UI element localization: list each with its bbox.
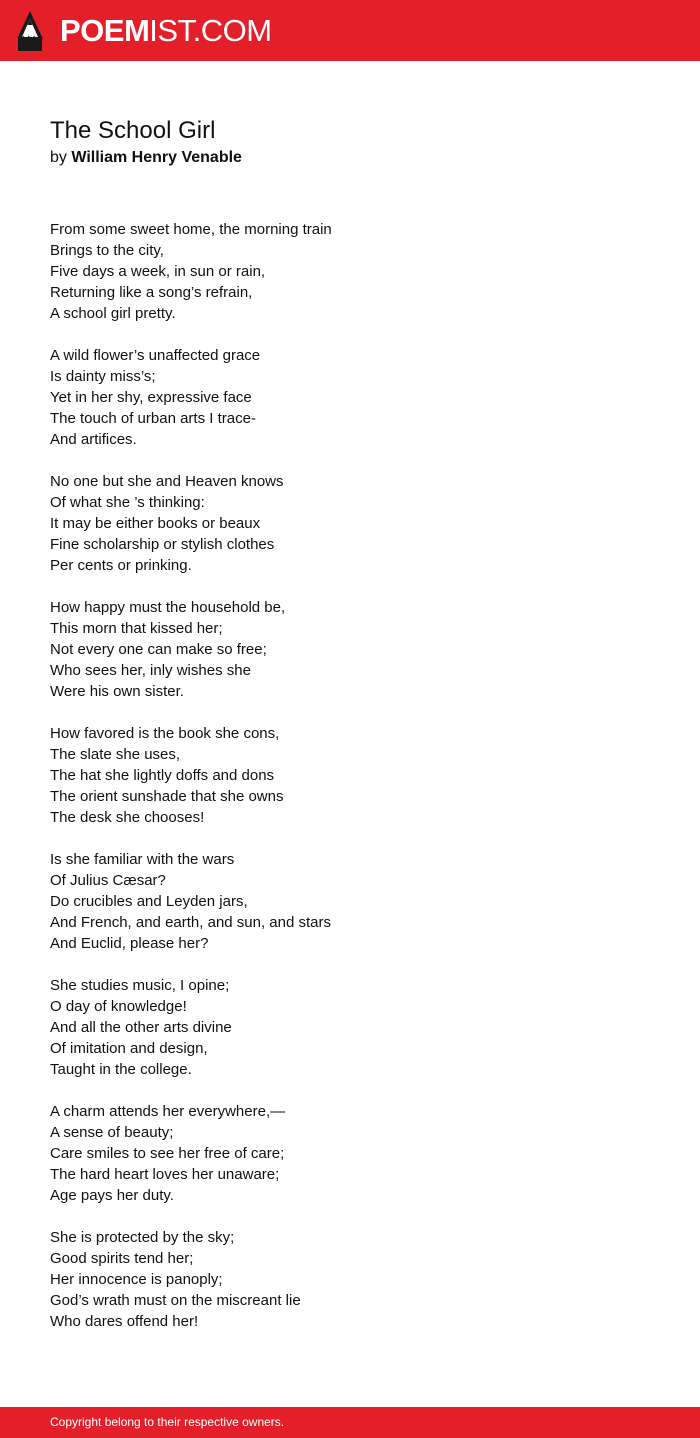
poem-byline bbox=[50, 147, 650, 169]
brand-bold-text: POEM bbox=[60, 13, 150, 48]
poem-line: The hard heart loves her unaware; bbox=[50, 1166, 280, 1183]
poem-line: No one but she and Heaven knows bbox=[50, 473, 284, 490]
poem-line: Care smiles to see her free of care; bbox=[50, 1145, 285, 1162]
stanza bbox=[50, 219, 650, 324]
poem-line: And all the other arts divine bbox=[50, 1019, 232, 1036]
poem-line: Who dares offend her! bbox=[50, 1313, 199, 1330]
poem-author: William Henry Venable bbox=[71, 149, 242, 166]
poem-line: She studies music, I opine; bbox=[50, 977, 230, 994]
poem-line: Not every one can make so free; bbox=[50, 641, 267, 658]
poem-line: The hat she lightly doffs and dons bbox=[50, 767, 275, 784]
poem-line: It may be either books or beaux bbox=[50, 515, 261, 532]
stanza bbox=[50, 597, 650, 702]
brand-light-text: IST.COM bbox=[149, 13, 272, 48]
poem-line: This morn that kissed her; bbox=[50, 620, 223, 637]
poem-line: The desk she chooses! bbox=[50, 809, 205, 826]
poem-line: Fine scholarship or stylish clothes bbox=[50, 536, 275, 553]
site-brand bbox=[60, 10, 272, 52]
poem-line: And Euclid, please her? bbox=[50, 935, 209, 952]
poem-title: The School Girl bbox=[50, 117, 216, 144]
poem-line: And French, and earth, and sun, and stars bbox=[50, 914, 332, 931]
site-logo-link[interactable] bbox=[16, 10, 272, 52]
poem-line: Yet in her shy, expressive face bbox=[50, 389, 252, 406]
stanza bbox=[50, 849, 650, 954]
site-footer bbox=[0, 1407, 700, 1438]
stanza bbox=[50, 723, 650, 828]
poem-line: And artifices. bbox=[50, 431, 137, 448]
stanza bbox=[50, 1101, 650, 1206]
poem-line: How happy must the household be, bbox=[50, 599, 286, 616]
poem-line: The slate she uses, bbox=[50, 746, 181, 763]
poem-line: A sense of beauty; bbox=[50, 1124, 174, 1141]
stanza bbox=[50, 1227, 650, 1332]
stanza bbox=[50, 345, 650, 450]
poem-line: Is dainty miss’s; bbox=[50, 368, 156, 385]
poem-line: The orient sunshade that she owns bbox=[50, 788, 284, 805]
poem-body bbox=[50, 219, 650, 1332]
poem-line: Per cents or prinking. bbox=[50, 557, 192, 574]
poem-line: God’s wrath must on the miscreant lie bbox=[50, 1292, 301, 1309]
site-header bbox=[0, 0, 700, 61]
poem-line: A school girl pretty. bbox=[50, 305, 176, 322]
poem-line: Her innocence is panoply; bbox=[50, 1271, 223, 1288]
poem-line: Age pays her duty. bbox=[50, 1187, 174, 1204]
poem-line: Of what she ’s thinking: bbox=[50, 494, 205, 511]
poem-line: Were his own sister. bbox=[50, 683, 184, 700]
poem-line: A charm attends her everywhere,— bbox=[50, 1103, 286, 1120]
poem-line: From some sweet home, the morning train bbox=[50, 221, 332, 238]
poem-line: Taught in the college. bbox=[50, 1061, 192, 1078]
poem-line: Is she familiar with the wars bbox=[50, 851, 235, 868]
by-label: by bbox=[50, 149, 67, 166]
pencil-icon bbox=[16, 10, 44, 52]
poem-line: Returning like a song’s refrain, bbox=[50, 284, 253, 301]
poem-line: Who sees her, inly wishes she bbox=[50, 662, 251, 679]
poem-line: Of imitation and design, bbox=[50, 1040, 208, 1057]
poem-line: A wild flower’s unaffected grace bbox=[50, 347, 261, 364]
poem-line: The touch of urban arts I trace- bbox=[50, 410, 256, 427]
poem-line: Five days a week, in sun or rain, bbox=[50, 263, 266, 280]
poem-line: How favored is the book she cons, bbox=[50, 725, 280, 742]
poem-line: Do crucibles and Leyden jars, bbox=[50, 893, 248, 910]
poem-line: Of Julius Cæsar? bbox=[50, 872, 166, 889]
stanza bbox=[50, 975, 650, 1080]
poem-line: Brings to the city, bbox=[50, 242, 164, 259]
poem-content bbox=[50, 115, 650, 1353]
poem-line: She is protected by the sky; bbox=[50, 1229, 235, 1246]
footer-copyright: Copyright belong to their respective owners. bbox=[50, 1415, 285, 1429]
poem-line: Good spirits tend her; bbox=[50, 1250, 194, 1267]
stanza bbox=[50, 471, 650, 576]
poem-line: O day of knowledge! bbox=[50, 998, 187, 1015]
